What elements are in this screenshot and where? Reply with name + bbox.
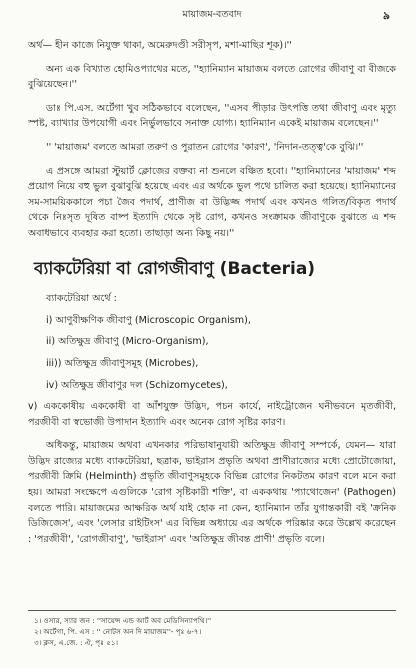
footnote: ২। অর্টেগা, পি. এস : '' নোটস অন দি মায়াজম''- পৃঃ ৬-৭। — [34, 627, 202, 636]
paragraph: অর্থ— হীন কাজে নিযুক্ত থাকা, অমেরুদণ্ডী সরীসৃপ, মশা-মাছির শূক)।'' — [28, 40, 292, 51]
paragraph: অধিকন্তু, মায়াজম অথবা এখনকার পরিভাষানুযায়ী অতিক্ষুদ্র জীবাণু সম্পর্কে, যেমন— যারা উদ্ভিদ রাজ্যের মধ্যে ব্যাকটেরিয়া, ছত্রাক, ভাইরাস প্রভৃতি অথবা প্রাণীরাজ্যের মধ্যে প্রোটোজোয়া, পরজীবী ক্রিমি (Helminth) প্রভৃতি জীবাণুসমূহকে বিভিন্ন রোগের নিকটতম কারণ বলে মনে করা হয়। আমরা সংক্ষেপে এগুলিকে 'রোগ সৃষ্টিকারী শক্তি', বা এককথায় 'প্যাথোজেন' (Pathogen) বলতে পারি। মায়াজমের আক্ষরিক অর্থ যাই হোক না কেন, হ্যানিম্যান তাঁর যুগান্তকারী বই 'ক্রনিক ডিজিজেস', এবং 'লেসার রাইটিংস' এর বিভিন্ন অধ্যায়ে এর অর্থকে পরিষ্কার করে উল্লেখ করেছেন : 'পরজীবী', 'রোগজীবাণু', 'ভাইরাস' এবং 'অতিক্ষুদ্র জীবন্ত প্রাণী' প্রভৃতি বলে। — [28, 440, 396, 545]
running-header — [28, 6, 396, 22]
footnote: ৩। ক্লস, এ.জে. : ঐ, পৃঃ ৫১। — [34, 638, 119, 647]
main-text — [28, 38, 396, 547]
running-title: মায়াজম-বতবাদ — [182, 9, 242, 20]
definition-paragraph: v) এককোষীয় এককোষী বা আঁশযুক্ত উদ্ভিদ, পচন কার্যে, নাইট্রোজেন ঘনীভবনে মৃতজীবী, পরজীবী বা স্বভোজী উপাদান ইত্যাদি এবং অনেক রোগ সৃষ্টির কারণ। — [28, 401, 396, 428]
meaning-list — [28, 313, 396, 393]
paragraph: এ প্রসঙ্গে আমরা স্টুয়ার্ট ক্লোজের বক্তব্য না শুনলে বঞ্চিত হবো। ''হ্যানিম্যানের 'মায়াজম' শব্দ প্রয়োগ নিয়ে বহু ভুল বুঝাবুঝি হয়েছে এবং এর অর্থকে ভুল পথে চালিত করা হয়েছে। হ্যানিম্যানের সম-সাময়িককালে পচা জৈব পদার্থ, প্রাণীজ বা উদ্ভিজ্জ পদার্থ এবং কখনও গলিত/বিকৃত পদার্থ থেকে নিঃসৃত দূষিত বাষ্প ইত্যাদি থেকে সৃষ্ট রোগ, কখনও সংক্রামক জীবাণুকে বুঝাতে এ শব্দ অবাধভাবে ব্যবহার করা হতো। তাছাড়া অন্য কিছু নয়।'' — [28, 165, 396, 239]
list-item: ii) অতিক্ষুদ্র জীবাণু (Micro-Organism), — [46, 336, 209, 348]
paragraph: ডাঃ পি.এস. অর্টেগা খুব সঠিকভাবে বলেছেন, ''এসব পীড়ার উৎপত্তি তথা জীবাণু এবং মৃত্যু স্পষ্ট, ব্যাখ্যার উপযোগী এবং নির্ভুলভাবে সনাক্ত যোগ্য। হ্যানিম্যান একেই মায়াজম বলেছেন।'' — [28, 102, 396, 130]
paragraph: অন্য এক বিখ্যাত হোমিওপ্যাথের মতে, ''হ্যানিম্যান মায়াজম বলতে রোগের জীবাণু বা বীজকে বুঝিয়েছেন।'' — [28, 63, 396, 91]
section-heading: ব্যাকটেরিয়া বা রোগজীবাণু (Bacteria) — [34, 258, 316, 279]
list-item: iii)) অতিক্ষুদ্র জীবাণুসমূহ (Microbes), — [46, 357, 199, 369]
paragraph: '' 'মায়াজম' বলতে আমরা তরুণ ও পুরাতন রোগের 'কারণ', 'নিদান-তত্ত্ব'কে বুঝি।'' — [46, 141, 364, 153]
footnotes — [28, 610, 396, 648]
page-number: ৯ — [382, 9, 390, 22]
list-intro: ব্যাকটেরিয়া অর্থে : — [46, 293, 117, 305]
footnote: ১। ওসার, স্যার জন : ''সায়েন্স এন্ড আর্ট অব মেডিসিন্যাপথি।'' — [34, 616, 212, 625]
list-item: iv) অতিক্ষুদ্র জীবাণুর দল (Schizomycetes), — [46, 379, 228, 391]
list-item: i) আণুবীক্ষণিক জীবাণু (Microscopic Organism), — [46, 314, 251, 326]
